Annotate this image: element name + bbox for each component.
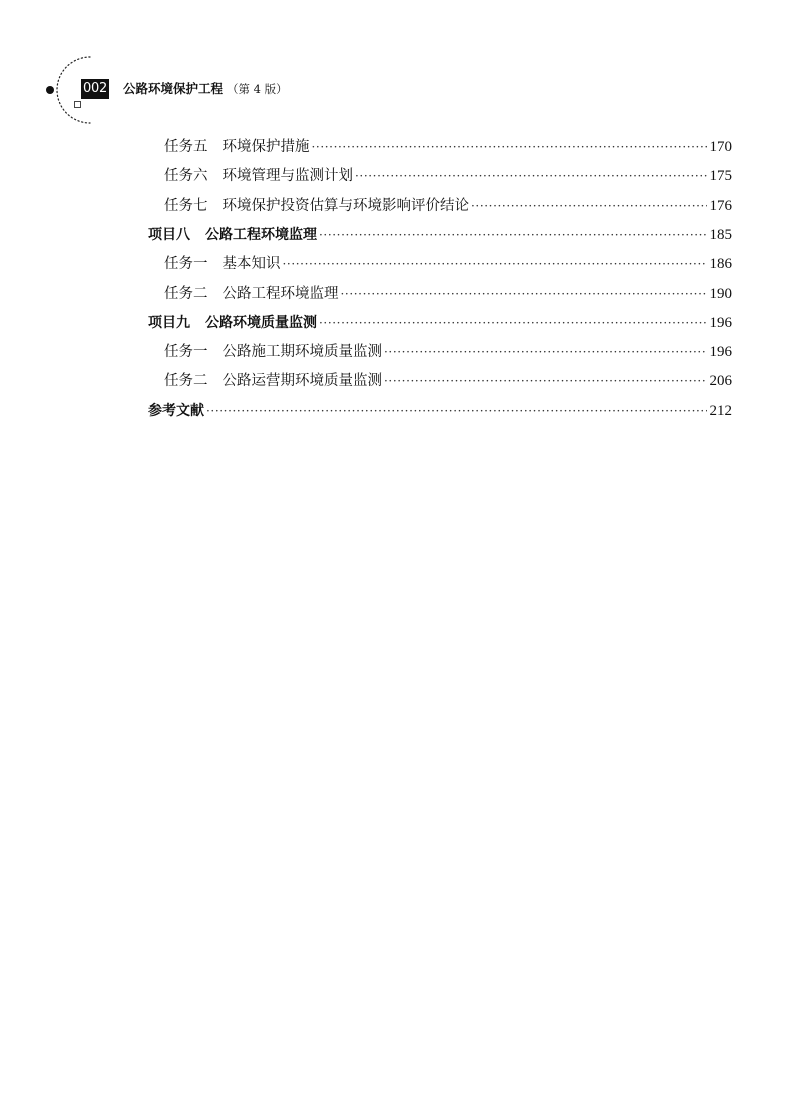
toc-entry-page: 196 <box>709 344 732 361</box>
toc-entry[interactable] <box>148 224 732 246</box>
toc-entry-page: 186 <box>709 256 732 273</box>
toc-entry-number: 项目九 <box>148 314 190 331</box>
toc-entry-label <box>164 136 310 158</box>
toc-entry[interactable] <box>164 136 732 158</box>
toc-entry[interactable] <box>164 341 732 363</box>
toc-entry[interactable] <box>164 195 732 217</box>
running-header <box>0 0 790 140</box>
toc-entry-label <box>164 341 382 363</box>
toc-entry[interactable] <box>164 283 732 305</box>
toc-entry-number: 任务一 <box>164 256 208 273</box>
toc-entry-title: 公路工程环境监理 <box>205 226 317 243</box>
toc-entry-title: 参考文献 <box>148 402 204 419</box>
book-title <box>123 80 288 98</box>
toc-entry-title: 公路工程环境监理 <box>222 285 339 302</box>
toc-dot-leader <box>319 224 707 246</box>
toc-entry[interactable] <box>148 400 732 422</box>
toc-dot-leader <box>206 400 707 422</box>
toc-entry-page: 190 <box>709 285 732 302</box>
toc-entry-title: 公路环境质量监测 <box>205 314 317 331</box>
toc-entry-title: 公路运营期环境质量监测 <box>222 373 382 390</box>
toc-entry-page: 206 <box>709 373 732 390</box>
toc-dot-leader <box>319 312 707 334</box>
toc-dot-leader <box>312 136 707 158</box>
book-edition: （第 4 版） <box>227 82 288 96</box>
toc-entry-page: 196 <box>709 314 732 331</box>
toc-entry-page: 170 <box>709 139 732 155</box>
toc-dot-leader <box>471 195 707 217</box>
header-dot-icon <box>46 86 54 94</box>
toc-entry-number: 任务一 <box>164 344 208 361</box>
header-square-icon <box>75 102 81 108</box>
toc-entry-page: 175 <box>709 168 732 185</box>
toc-entry-title: 环境保护投资估算与环境影响评价结论 <box>222 197 469 214</box>
toc-entry-label <box>164 283 339 305</box>
toc-entry[interactable] <box>164 165 732 187</box>
toc-entry-number: 任务五 <box>164 139 208 155</box>
header-arc-ornament <box>0 0 130 140</box>
toc-entry-title: 公路施工期环境质量监测 <box>222 344 382 361</box>
toc-entry-label <box>164 253 281 275</box>
toc-entry-number: 项目八 <box>148 226 190 243</box>
toc-dot-leader <box>355 165 707 187</box>
toc-entry-label <box>148 224 317 246</box>
toc-entry-number: 任务七 <box>164 197 208 214</box>
toc-entry-number: 任务二 <box>164 285 208 302</box>
toc-dot-leader <box>341 283 707 305</box>
toc-entry-title: 环境保护措施 <box>222 139 310 155</box>
toc-entry-label <box>164 195 469 217</box>
toc-dot-leader <box>384 341 707 363</box>
toc-entry-page: 185 <box>709 226 732 243</box>
toc-entry-label <box>164 370 382 392</box>
toc-entry-label <box>148 400 204 422</box>
toc-entry-number: 任务六 <box>164 168 208 185</box>
toc-entry-label <box>164 165 353 187</box>
toc-entry-title: 环境管理与监测计划 <box>222 168 353 185</box>
toc-entry[interactable] <box>164 253 732 275</box>
toc-dot-leader <box>283 253 707 275</box>
toc-entry[interactable] <box>148 312 732 334</box>
toc-entry-title: 基本知识 <box>222 256 281 273</box>
toc-entry-label <box>148 312 317 334</box>
book-title-text: 公路环境保护工程 <box>123 81 224 96</box>
toc-dot-leader <box>384 370 707 392</box>
toc-entry-number: 任务二 <box>164 373 208 390</box>
toc-entry[interactable] <box>164 370 732 392</box>
toc-entry-page: 176 <box>709 197 732 214</box>
toc-entry-page: 212 <box>709 402 732 419</box>
page-number: 002 <box>81 79 109 99</box>
